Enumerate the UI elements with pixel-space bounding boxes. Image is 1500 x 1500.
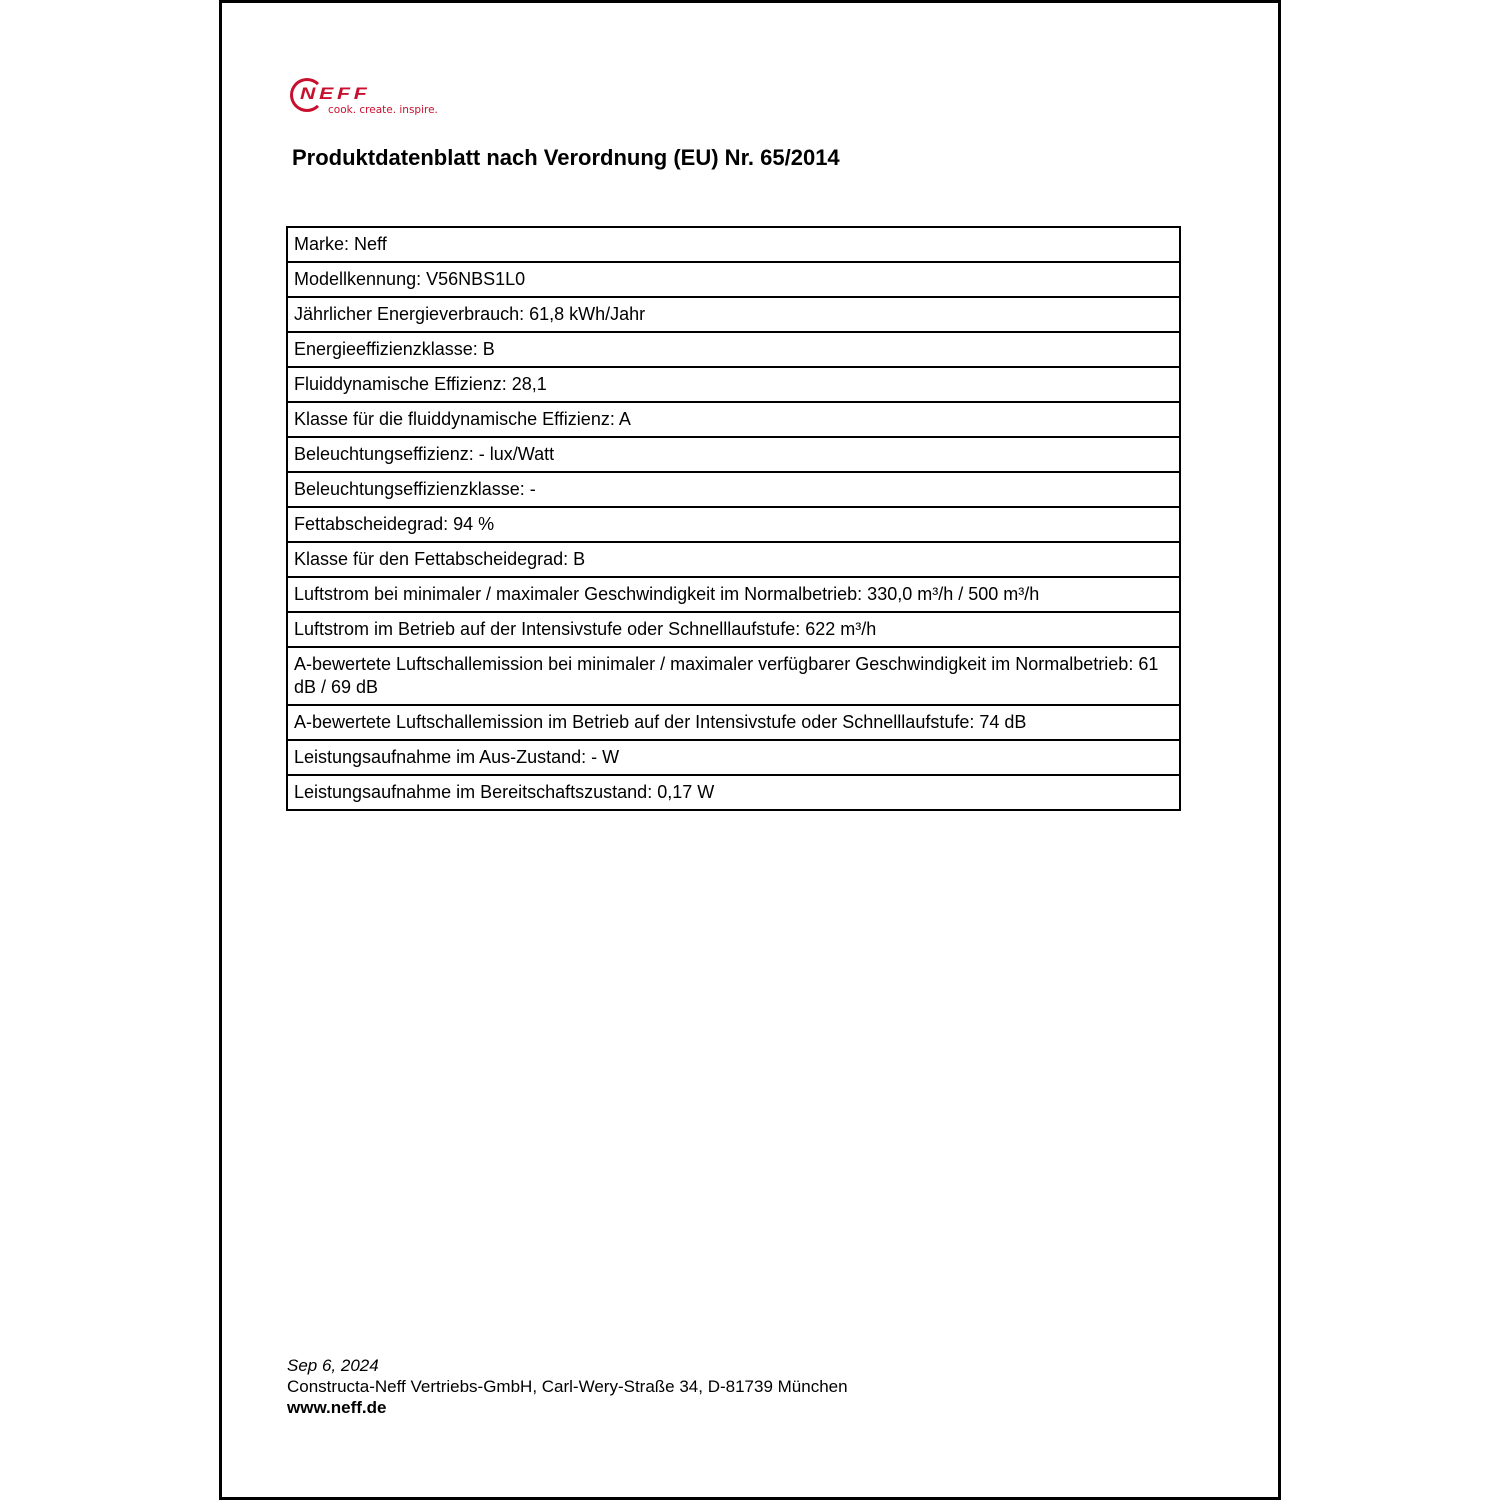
table-row — [287, 472, 1180, 507]
page-title: Produktdatenblatt nach Verordnung (EU) Nr. 65/2014 — [292, 145, 840, 170]
row-fluid-efficiency: Fluiddynamische Effizienz: 28,1 — [287, 367, 1180, 402]
row-power-off: Leistungsaufnahme im Aus-Zustand: - W — [287, 740, 1180, 775]
footer-website-link[interactable]: www.neff.de — [287, 1398, 387, 1417]
footer — [287, 1355, 848, 1418]
table-row — [287, 437, 1180, 472]
row-brand: Marke: Neff — [287, 227, 1180, 262]
row-energy-class: Energieeffizienzklasse: B — [287, 332, 1180, 367]
neff-logo — [290, 78, 450, 120]
row-airflow-normal: Luftstrom bei minimaler / maximaler Geschwindigkeit im Normalbetrieb: 330,0 m³/h / 500 m³/h — [287, 577, 1180, 612]
logo-wordmark: NEFF — [300, 84, 371, 103]
row-grease-filtering-class: Klasse für den Fettabscheidegrad: B — [287, 542, 1180, 577]
footer-date: Sep 6, 2024 — [287, 1356, 379, 1375]
row-noise-intensive: A-bewertete Luftschallemission im Betrieb auf der Intensivstufe oder Schnelllaufstufe: 74 dB — [287, 705, 1180, 740]
row-lighting-efficiency-class: Beleuchtungseffizienzklasse: - — [287, 472, 1180, 507]
row-model: Modellkennung: V56NBS1L0 — [287, 262, 1180, 297]
table-row — [287, 227, 1180, 262]
table-row — [287, 740, 1180, 775]
table-row — [287, 297, 1180, 332]
logo-tagline: cook. create. inspire. — [328, 104, 438, 116]
footer-address: Constructa-Neff Vertriebs-GmbH, Carl-Wery-Straße 34, D-81739 München — [287, 1377, 848, 1396]
row-power-standby: Leistungsaufnahme im Bereitschaftszustand: 0,17 W — [287, 775, 1180, 810]
row-lighting-efficiency: Beleuchtungseffizienz: - lux/Watt — [287, 437, 1180, 472]
product-data-table — [286, 226, 1181, 811]
table-row — [287, 577, 1180, 612]
table-row — [287, 775, 1180, 810]
table-row — [287, 507, 1180, 542]
table-row — [287, 612, 1180, 647]
table-row — [287, 262, 1180, 297]
table-row — [287, 367, 1180, 402]
row-grease-filtering: Fettabscheidegrad: 94 % — [287, 507, 1180, 542]
row-fluid-efficiency-class: Klasse für die fluiddynamische Effizienz: A — [287, 402, 1180, 437]
row-airflow-intensive: Luftstrom im Betrieb auf der Intensivstufe oder Schnelllaufstufe: 622 m³/h — [287, 612, 1180, 647]
table-row — [287, 705, 1180, 740]
table-row — [287, 402, 1180, 437]
table-row — [287, 647, 1180, 705]
row-annual-energy: Jährlicher Energieverbrauch: 61,8 kWh/Jahr — [287, 297, 1180, 332]
table-row — [287, 542, 1180, 577]
row-noise-normal: A-bewertete Luftschallemission bei minimaler / maximaler verfügbarer Geschwindigkeit im Normalbetrieb: 61 dB / 69 dB — [287, 647, 1180, 705]
table-row — [287, 332, 1180, 367]
